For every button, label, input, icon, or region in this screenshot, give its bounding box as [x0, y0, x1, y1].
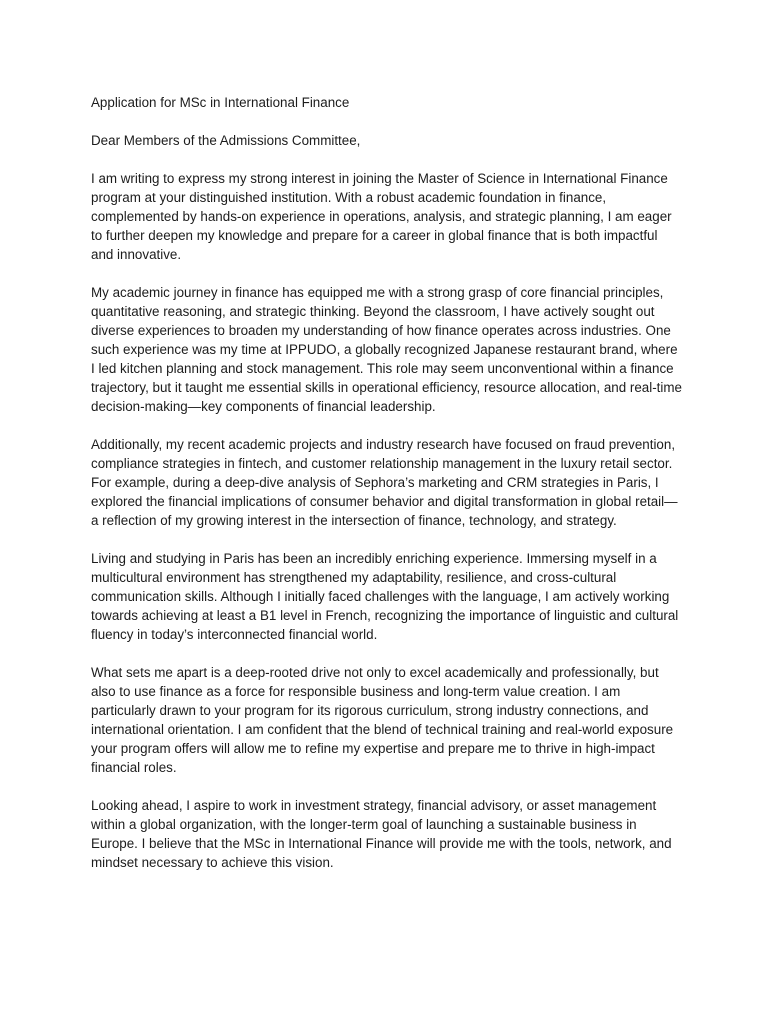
paragraph-introduction: I am writing to express my strong interest in joining the Master of Science in International Finance program at your distinguished institution. With a robust academic foundation in finance, complemented by hands-on experience in operations, analysis, and strategic planning, I am eager to further deepen my knowledge and prepare for a career in global finance that is both impactful and innovative. — [91, 171, 672, 262]
paragraph-living-in-paris: Living and studying in Paris has been an incredibly enriching experience. Immersing myself in a multicultural environment has strengthened my adaptability, resilience, and cross-cultural communication skills. Although I initially faced challenges with the language, I am actively working towards achieving at least a B1 level in French, recognizing the importance of linguistic and cultural fluency in today’s interconnected financial world. — [91, 551, 679, 642]
paragraph-future-goals: Looking ahead, I aspire to work in investment strategy, financial advisory, or asset management within a global organization, with the longer-term goal of launching a sustainable business in Europe. I believe that the MSc in International Finance will provide me with the tools, network, and mindset necessary to achieve this vision. — [91, 798, 672, 870]
paragraph-projects-research: Additionally, my recent academic projects and industry research have focused on fraud prevention, compliance strategies in fintech, and customer relationship management in the luxury retail sector. For example, during a deep-dive analysis of Sephora’s marketing and CRM strategies in Paris, I explored the financial implications of consumer behavior and digital transformation in global retail—a reflection of my growing interest in the intersection of finance, technology, and strategy. — [91, 437, 678, 528]
paragraph-motivation: What sets me apart is a deep-rooted drive not only to excel academically and professionally, but also to use finance as a force for responsible business and long-term value creation. I am particularly drawn to your program for its rigorous curriculum, strong industry connections, and international orientation. I am confident that the blend of technical training and real-world exposure your program offers will allow me to refine my expertise and prepare me to thrive in high-impact financial roles. — [91, 665, 674, 775]
letter-salutation: Dear Members of the Admissions Committee, — [91, 133, 361, 148]
letter-subject: Application for MSc in International Finance — [91, 95, 350, 110]
paragraph-academic-journey: My academic journey in finance has equipped me with a strong grasp of core financial principles, quantitative reasoning, and strategic thinking. Beyond the classroom, I have actively sought out diverse experiences to broaden my understanding of how finance operates across industries. One such experience was my time at IPPUDO, a globally recognized Japanese restaurant brand, where I led kitchen planning and stock management. This role may seem unconventional within a finance trajectory, but it taught me essential skills in operational efficiency, resource allocation, and real-time decision-making—key components of financial leadership. — [91, 285, 682, 414]
letter-body — [91, 93, 683, 891]
